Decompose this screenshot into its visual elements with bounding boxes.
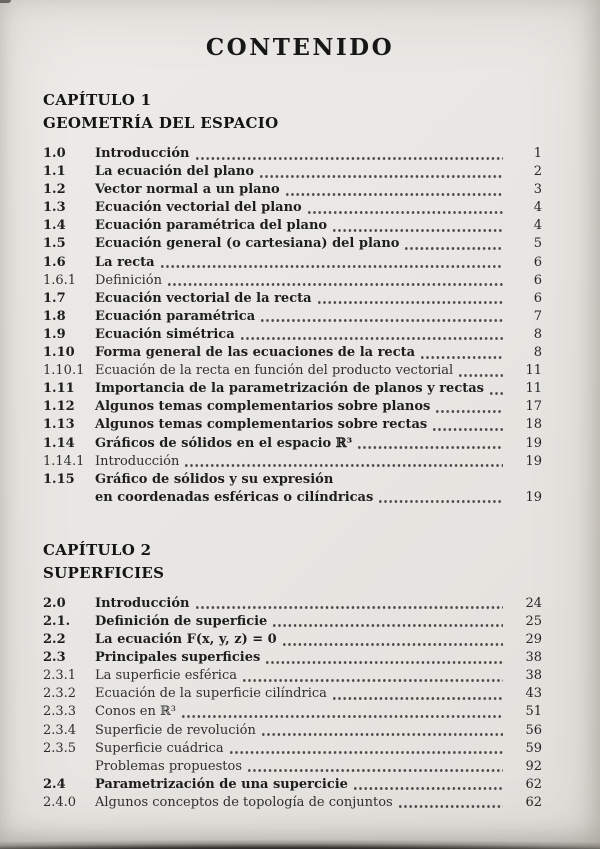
entry-page: 7 [533, 308, 542, 324]
toc-entry-row [43, 613, 542, 631]
toc-entry-row [43, 649, 542, 667]
toc-entry-row [43, 217, 542, 235]
entry-title: Gráficos de sólidos en el espacio ℝ³ [95, 435, 353, 451]
entry-title: Superficie cuádrica [95, 740, 224, 756]
toc-entry-row [43, 235, 542, 253]
entry-page: 92 [525, 758, 542, 774]
entry-number [43, 489, 95, 507]
entry-leader-dots [358, 435, 503, 453]
entry-leader-dots [243, 667, 503, 685]
entry-number: 2.3.4 [43, 722, 77, 738]
chapter-entries [43, 145, 542, 507]
toc-entry-row [43, 631, 542, 649]
entry-leader-dots [354, 776, 503, 794]
entry-number: 2.3 [43, 650, 66, 666]
entry-title: Gráfico de sólidos y su expresión [95, 471, 334, 487]
chapter-heading: CAPÍTULO 2 [43, 540, 152, 559]
toc-entry-row [43, 344, 542, 362]
toc-entry-row [43, 794, 542, 812]
entry-number: 1.14.1 [43, 453, 85, 469]
entry-number: 2.2 [43, 632, 66, 648]
entry-number: 1.9 [43, 326, 66, 342]
entry-number: 2.3.2 [43, 686, 77, 702]
entry-leader-dots [260, 163, 503, 181]
toc-entry-row [43, 362, 542, 380]
toc-entry-row [43, 740, 542, 758]
entry-leader-dots [283, 631, 503, 649]
entry-title: Principales superficies [95, 650, 261, 666]
entry-page: 8 [533, 326, 542, 342]
entry-title: Vector normal a un plano [95, 182, 280, 198]
entry-leader-dots [262, 722, 503, 740]
toc-entry-row [43, 722, 542, 740]
chapter-subheading: SUPERFICIES [43, 563, 165, 582]
chapter-entries [43, 595, 542, 812]
entry-leader-dots [308, 199, 503, 217]
entry-title: La recta [95, 254, 155, 270]
chapter-section [43, 90, 542, 507]
entry-title: Algunos conceptos de topología de conjuntos [95, 794, 393, 810]
entry-number: 1.0 [43, 146, 66, 161]
entry-title: Ecuación paramétrica del plano [95, 218, 328, 234]
entry-title: Algunos temas complementarios sobre planos [95, 399, 431, 415]
entry-number: 2.1. [43, 613, 71, 629]
entry-title: Algunos temas complementarios sobre rectas [95, 417, 428, 433]
entry-page: 62 [525, 794, 542, 810]
toc-entry-row [43, 308, 542, 326]
entry-title: Introducción [95, 146, 190, 161]
entry-number: 2.3.1 [43, 668, 77, 684]
entry-number: 1.7 [43, 290, 66, 306]
entry-leader-dots [182, 703, 503, 721]
entry-page: 29 [525, 632, 542, 648]
entry-leader-dots [399, 794, 503, 812]
entry-leader-dots [161, 254, 503, 272]
toc-entry-row [43, 776, 542, 794]
entry-leader-dots [266, 649, 503, 667]
entry-page: 11 [525, 381, 542, 397]
entry-leader-dots [318, 290, 503, 308]
entry-leader-dots [196, 145, 504, 163]
toc-entry-row [43, 453, 542, 471]
entry-leader-dots [433, 416, 503, 434]
entry-page: 4 [533, 218, 542, 234]
toc-entry-row [43, 272, 542, 290]
toc-entry-row [43, 199, 542, 217]
entry-page: 8 [533, 345, 542, 361]
entry-number: 2.4 [43, 776, 66, 792]
toc-entry-row [43, 254, 542, 272]
entry-title: Ecuación simétrica [95, 326, 235, 342]
entry-title: Conos en ℝ³ [95, 704, 176, 720]
entry-number: 1.10 [43, 345, 75, 361]
entry-page: 11 [525, 363, 542, 379]
entry-leader-dots [185, 453, 503, 471]
entry-title: Forma general de las ecuaciones de la recta [95, 345, 416, 361]
entry-leader-dots [230, 740, 503, 758]
entry-number: 1.8 [43, 308, 66, 324]
toc-entry-row [43, 163, 542, 181]
entry-title: Parametrización de una supercicie [95, 776, 348, 792]
entry-title: Definición [95, 272, 162, 288]
entry-leader-dots [421, 344, 503, 362]
entry-number: 1.4 [43, 218, 66, 234]
entry-leader-dots [436, 398, 503, 416]
entry-page: 4 [533, 200, 542, 216]
entry-page: 59 [525, 740, 542, 756]
entry-page: 6 [533, 254, 542, 270]
toc-entry-row [43, 290, 542, 308]
toc-entry-row [43, 398, 542, 416]
entry-number: 1.6 [43, 254, 66, 270]
entry-title: La superficie esférica [95, 668, 237, 684]
entry-page: 6 [533, 272, 542, 288]
toc-entry-row [43, 471, 542, 489]
toc-chapters [0, 90, 600, 812]
toc-entry-row [43, 758, 542, 776]
entry-leader-dots [490, 380, 503, 398]
toc-entry-row [43, 416, 542, 434]
scan-edge-bottom [0, 837, 600, 849]
entry-page: 25 [525, 613, 542, 629]
entry-leader-dots [273, 613, 503, 631]
entry-page: 19 [525, 435, 542, 451]
entry-page: 38 [525, 650, 542, 666]
entry-title: Ecuación general (o cartesiana) del plano [95, 236, 400, 252]
entry-number: 1.3 [43, 200, 66, 216]
entry-title: La ecuación del plano [95, 164, 255, 180]
entry-page: 1 [533, 146, 542, 161]
entry-title: Superficie de revolución [95, 722, 256, 738]
entry-title: Introducción [95, 595, 190, 611]
entry-title: Introducción [95, 453, 180, 469]
entry-title: Problemas propuestos [95, 758, 242, 774]
entry-leader-dots [261, 308, 503, 326]
entry-title: Ecuación paramétrica [95, 308, 256, 324]
entry-number: 1.13 [43, 417, 75, 433]
entry-number: 1.5 [43, 236, 66, 252]
page-title: CONTENIDO [205, 34, 395, 61]
entry-page: 19 [525, 453, 542, 469]
toc-entry-row [43, 326, 542, 344]
entry-title: La ecuación F(x, y, z) = 0 [95, 632, 277, 648]
entry-page: 5 [533, 236, 542, 252]
entry-leader-dots [248, 758, 503, 776]
entry-number: 1.10.1 [43, 363, 85, 379]
entry-number: 1.2 [43, 182, 66, 198]
toc-entry-row [43, 380, 542, 398]
entry-number [43, 758, 95, 776]
entry-page: 3 [533, 182, 542, 198]
toc-entry-row [43, 435, 542, 453]
entry-page: 43 [525, 686, 542, 702]
entry-leader-dots [196, 595, 504, 613]
entry-number: 1.14 [43, 435, 75, 451]
entry-leader-dots [333, 685, 503, 703]
entry-page: 51 [525, 704, 542, 720]
toc-entry-row [43, 595, 542, 613]
entry-title: en coordenadas esféricas o cilíndricas [95, 489, 374, 505]
entry-page: 19 [525, 489, 542, 505]
entry-number: 2.3.5 [43, 740, 77, 756]
entry-title: Ecuación de la superficie cilíndrica [95, 686, 327, 702]
toc-entry-row [43, 489, 542, 507]
entry-page: 2 [533, 164, 542, 180]
entry-page: 24 [525, 595, 542, 611]
entry-leader-dots [333, 217, 503, 235]
chapter-subheading: GEOMETRÍA DEL ESPACIO [43, 114, 279, 132]
entry-leader-dots [286, 181, 503, 199]
entry-page: 18 [525, 417, 542, 433]
entry-page: 38 [525, 668, 542, 684]
entry-leader-dots [459, 362, 503, 380]
entry-number: 2.4.0 [43, 794, 77, 810]
entry-number: 2.0 [43, 595, 66, 611]
entry-page [506, 471, 542, 489]
entry-title: Definición de superficie [95, 613, 268, 629]
entry-title: Ecuación vectorial del plano [95, 200, 302, 216]
entry-number: 1.12 [43, 399, 75, 415]
toc-entry-row [43, 145, 542, 163]
entry-leader-dots [168, 272, 503, 290]
entry-number: 1.11 [43, 381, 75, 397]
toc-entry-row [43, 181, 542, 199]
entry-title: Ecuación vectorial de la recta [95, 290, 312, 306]
entry-leader-dots [339, 471, 503, 489]
entry-title: Importancia de la parametrización de planos y rectas [95, 381, 484, 397]
entry-leader-dots [379, 489, 503, 507]
entry-leader-dots [405, 235, 503, 253]
entry-title: Ecuación de la recta en función del producto vectorial [95, 363, 454, 379]
toc-entry-row [43, 667, 542, 685]
entry-page: 62 [525, 776, 542, 792]
toc-entry-row [43, 685, 542, 703]
chapter-section [43, 540, 542, 812]
toc-entry-row [43, 703, 542, 721]
entry-number: 1.1 [43, 164, 66, 180]
entry-number: 2.3.3 [43, 704, 77, 720]
entry-page: 6 [533, 290, 542, 306]
chapter-heading: CAPÍTULO 1 [43, 91, 152, 109]
entry-page: 17 [525, 399, 542, 415]
entry-number: 1.6.1 [43, 272, 77, 288]
entry-number: 1.15 [43, 471, 75, 487]
entry-page: 56 [525, 722, 542, 738]
entry-leader-dots [241, 326, 503, 344]
